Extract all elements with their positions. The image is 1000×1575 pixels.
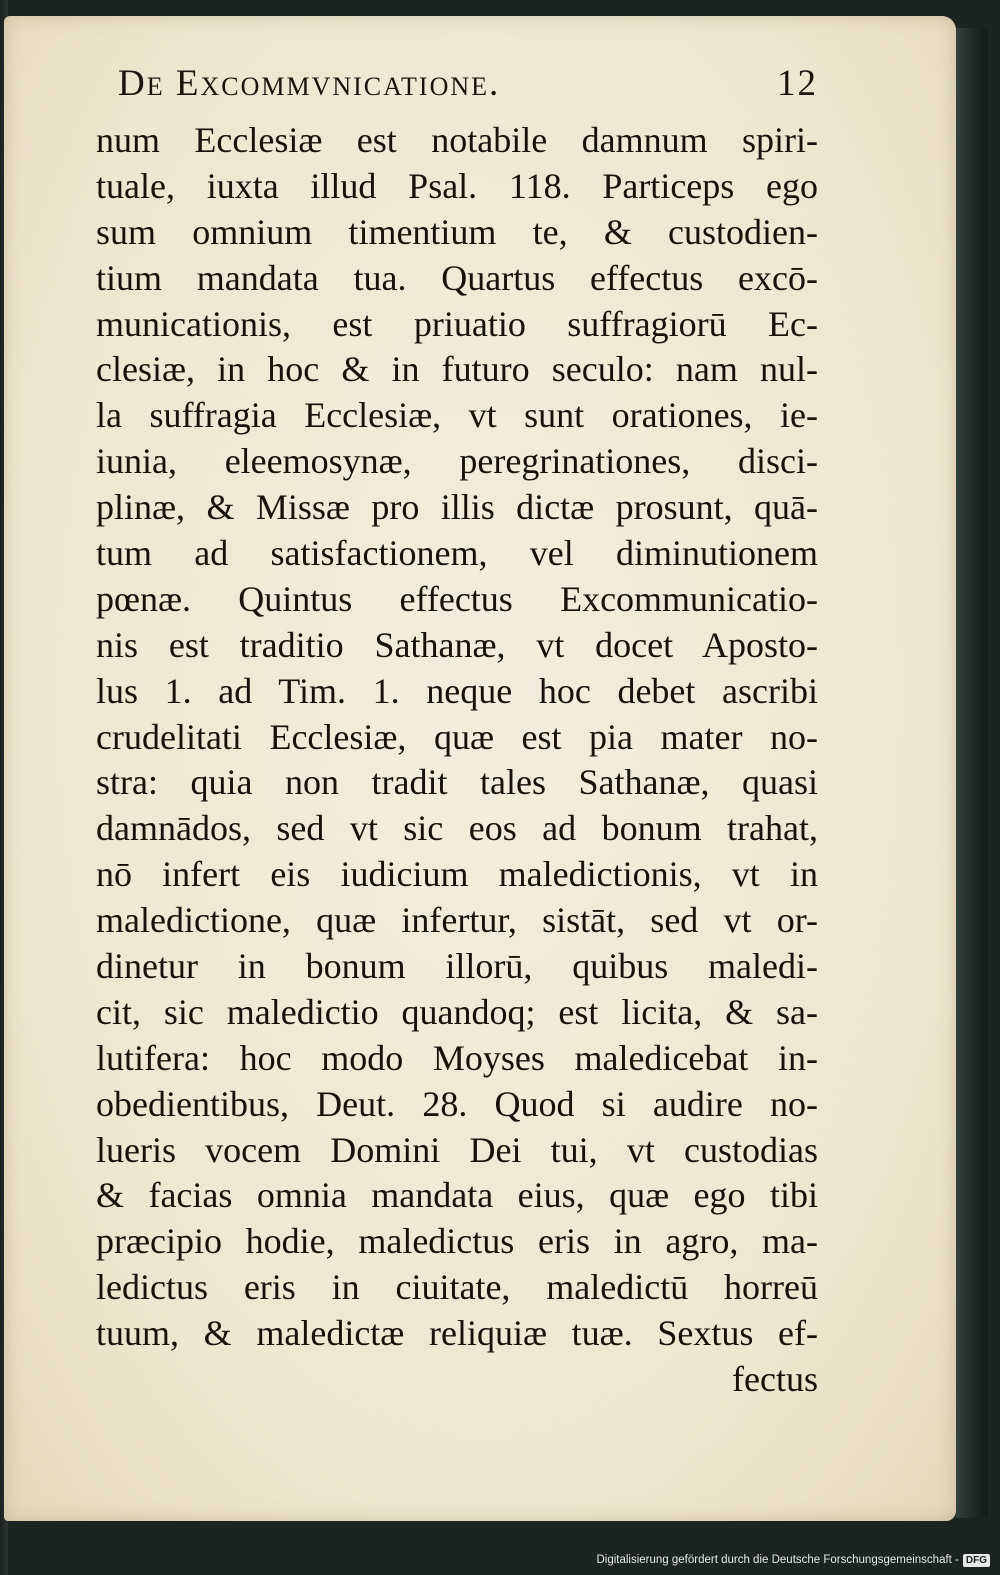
running-header [118, 62, 818, 106]
text-line: crudelitati Ecclesiæ, quæ est pia mater no- [96, 716, 818, 757]
text-line: clesiæ, in hoc & in futuro seculo: nam nul- [96, 349, 818, 390]
text-line: nō infert eis iudicium maledictionis, vt in [96, 854, 818, 895]
text-line: municationis, est priuatio suffragiorū Ec- [96, 303, 818, 344]
book-cover-edge [956, 28, 988, 1518]
digitization-credit [596, 1551, 990, 1569]
text-line: nis est traditio Sathanæ, vt docet Aposto- [96, 624, 818, 665]
text-line: damnādos, sed vt sic eos ad bonum trahat, [96, 808, 818, 849]
catchword: fectus [732, 1359, 818, 1400]
text-line: præcipio hodie, maledictus eris in agro, ma- [96, 1221, 818, 1262]
text-line: pœnæ. Quintus effectus Excommunicatio- [96, 578, 818, 619]
credit-text: Digitalisierung gefördert durch die Deutsche Forschungsgemeinschaft - [596, 1554, 959, 1566]
text-line: iunia, eleemosynæ, peregrinationes, disci- [96, 441, 818, 482]
text-line: tum ad satisfactionem, vel diminutionem [96, 533, 818, 574]
page-number: 12 [777, 63, 818, 104]
text-line: stra: quia non tradit tales Sathanæ, quasi [96, 762, 818, 803]
running-title: De Excommvnicatione. [118, 63, 501, 104]
text-line: & facias omnia mandata eius, quæ ego tibi [96, 1175, 818, 1216]
text-line: tium mandata tua. Quartus effectus excō- [96, 257, 818, 298]
text-line: lus 1. ad Tim. 1. neque hoc debet ascribi [96, 670, 818, 711]
text-line: tuale, iuxta illud Psal. 118. Particeps ego [96, 165, 818, 206]
text-line: plinæ, & Missæ pro illis dictæ prosunt, quā- [96, 487, 818, 528]
dfg-logo: DFG [963, 1554, 990, 1567]
text-line: num Ecclesiæ est notabile damnum spiri- [96, 120, 818, 160]
text-line: maledictione, quæ infertur, sistāt, sed vt or- [96, 900, 818, 941]
text-line: obedientibus, Deut. 28. Quod si audire no- [96, 1083, 818, 1124]
text-line: lutifera: hoc modo Moyses maledicebat in- [96, 1037, 818, 1078]
text-line: dinetur in bonum illorū, quibus maledi- [96, 946, 818, 987]
text-line: ledictus eris in ciuitate, maledictū horreū [96, 1267, 818, 1308]
text-line: sum omnium timentium te, & custodien- [96, 211, 818, 252]
text-line: tuum, & maledictæ reliquiæ tuæ. Sextus ef- [96, 1313, 818, 1354]
text-line: la suffragia Ecclesiæ, vt sunt orationes, ie- [96, 395, 818, 436]
text-line: cit, sic maledictio quandoq; est licita, & sa- [96, 991, 818, 1032]
body-text [96, 118, 818, 1403]
text-line: lueris vocem Domini Dei tui, vt custodias [96, 1129, 818, 1170]
